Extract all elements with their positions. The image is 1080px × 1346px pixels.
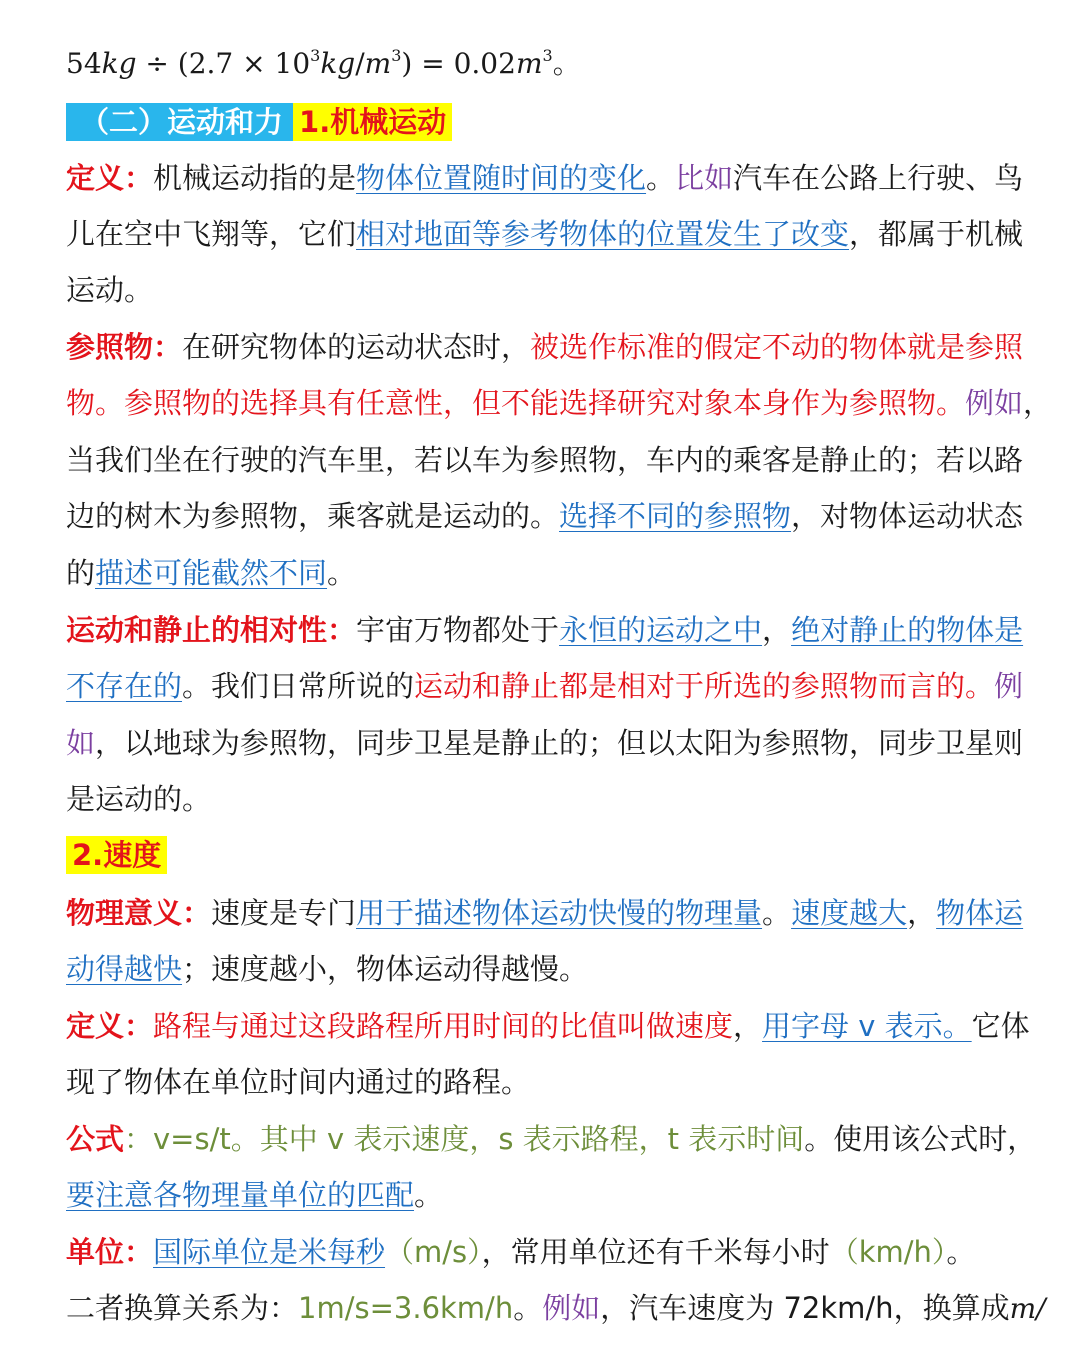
section-heading [66, 96, 1026, 148]
subsection-title: 2.速度 [66, 836, 167, 874]
paragraph-line: 公式：v=s/t。其中 v 表示速度，s 表示路程，t 表示时间。使用该公式时， [66, 1122, 1037, 1156]
paragraph-line: 物。参照物的选择具有任意性，但不能选择研究对象本身作为参照物。例如， [66, 386, 1053, 420]
term-label: 物理意义： [66, 896, 212, 930]
term-label: 参照物： [66, 330, 183, 364]
paragraph-line: 儿在空中飞翔等，它们相对地面等参考物体的位置发生了改变，都属于机械 [66, 217, 1024, 251]
term-label: 定义： [66, 161, 154, 195]
paragraph-line: 不存在的。我们日常所说的运动和静止都是相对于所选的参照物而言的。例 [66, 669, 1024, 703]
paragraph-line: 的描述可能截然不同。 [66, 556, 357, 590]
term-label: 定义： [66, 1009, 154, 1043]
section-title: （二）运动和力 [66, 103, 293, 141]
paragraph-line: 要注意各物理量单位的匹配。 [66, 1178, 444, 1212]
paragraph-line: 动得越快；速度越小，物体运动得越慢。 [66, 952, 589, 986]
paragraph-line: 定义：路程与通过这段路程所用时间的比值叫做速度，用字母 v 表示。它体 [66, 1009, 1030, 1043]
term-label: 运动和静止的相对性： [66, 613, 357, 647]
paragraph-line: 如，以地球为参照物，同步卫星是静止的；但以太阳为参照物，同步卫星则 [66, 726, 1024, 760]
paragraph-line: 物理意义：速度是专门用于描述物体运动快慢的物理量。速度越大，物体运 [66, 896, 1024, 930]
paragraph-line: 定义：机械运动指的是物体位置随时间的变化。比如汽车在公路上行驶、鸟 [66, 161, 1024, 195]
paragraph-line: 当我们坐在行驶的汽车里，若以车为参照物，车内的乘客是静止的；若以路 [66, 443, 1024, 477]
paragraph-line: 是运动的。 [66, 782, 212, 816]
term-label: 单位： [66, 1235, 154, 1269]
subsection-title: 1.机械运动 [293, 103, 452, 141]
density-formula: $54kg \div (2.7 \times 10^3kg/m^3) = 0.02m^3$。 [66, 46, 581, 80]
paragraph-line: 参照物：在研究物体的运动状态时，被选作标准的假定不动的物体就是参照 [66, 330, 1024, 364]
paragraph-line: 二者换算关系为：1m/s=3.6km/h。例如，汽车速度为 72km/h，换算成m/ [66, 1291, 1046, 1325]
paragraph-line: 单位：国际单位是米每秒（m/s），常用单位还有千米每小时（km/h）。 [66, 1235, 976, 1269]
term-label: 公式 [66, 1122, 125, 1156]
paragraph-line: 现了物体在单位时间内通过的路程。 [66, 1065, 531, 1099]
paragraph-line: 运动和静止的相对性：宇宙万物都处于永恒的运动之中，绝对静止的物体是 [66, 613, 1024, 647]
paragraph-line: 边的树木为参照物，乘客就是运动的。选择不同的参照物，对物体运动状态 [66, 499, 1024, 533]
subsection-heading [66, 829, 1026, 881]
paragraph-line: 运动。 [66, 273, 154, 307]
